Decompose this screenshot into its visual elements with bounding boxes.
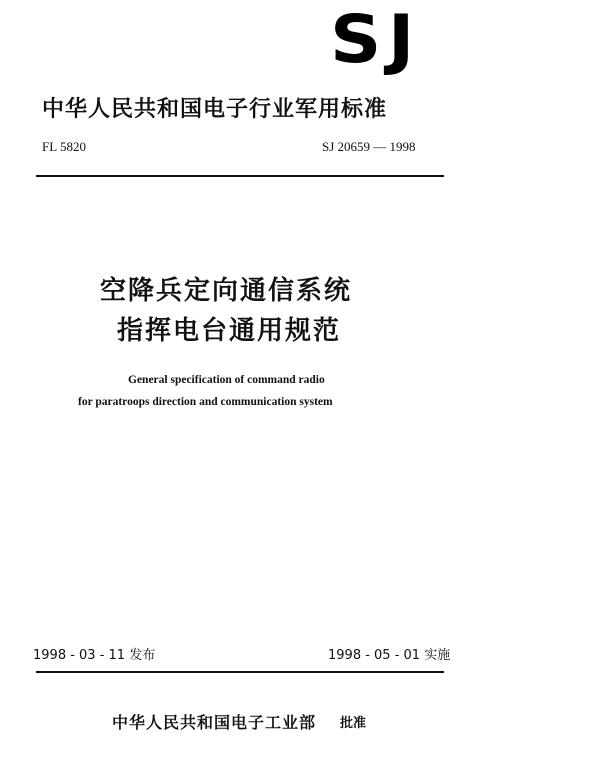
standard-number: SJ 20659 — 1998 xyxy=(322,139,416,154)
document-title-line-1: 空降兵定向通信系统 xyxy=(100,276,353,306)
english-title-line-2: for paratroops direction and communication system xyxy=(78,396,333,408)
issue-date: 1998 - 03 - 11 发布 xyxy=(33,648,156,663)
sj-logo: SJ xyxy=(330,1,421,78)
english-title-line-1: General specification of command radio xyxy=(128,374,325,386)
implementation-date: 1998 - 05 - 01 实施 xyxy=(328,648,451,663)
approving-authority: 中华人民共和国电子工业部 xyxy=(112,713,317,732)
industry-standard-title: 中华人民共和国电子行业军用标准 xyxy=(42,97,388,122)
bottom-divider xyxy=(36,671,444,673)
classification-code: FL 5820 xyxy=(42,139,86,154)
approval-label: 批准 xyxy=(340,716,367,731)
top-divider xyxy=(36,175,444,177)
document-title-line-2: 指挥电台通用规范 xyxy=(117,316,342,346)
